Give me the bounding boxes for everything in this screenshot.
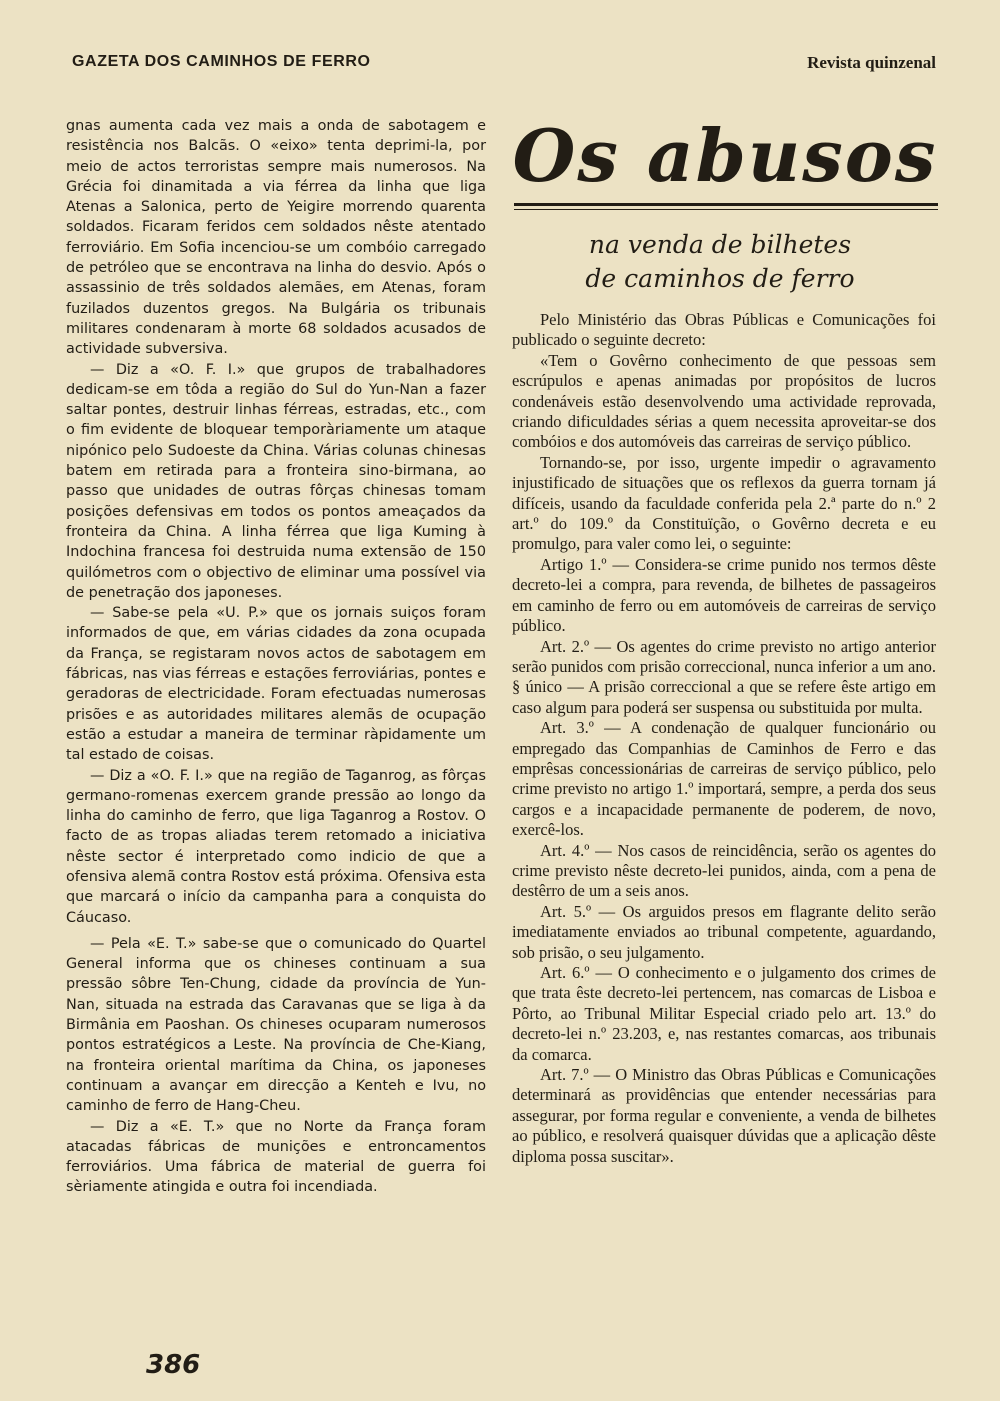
left-paragraph: gnas aumenta cada vez mais a onda de sabotagem e resistência nos Balcãs. O «eixo» tenta deprimi-la, por meio de actos terroristas sempre mais numerosos. Na Grécia foi dinamitada a via férrea da linha que liga Atenas a Salonica, perto de Yeigire morrendo quarenta soldados. Ficaram feridos cem soldados nêste atentado ferroviário. Em Sofia incenciou-se um combóio carregado de petróleo que se encontrava na linha do desvio. Após o assassinio de três soldados alemães, em Atenas, foram fuzilados duzentos gregos. Na Bulgária os tribunais militares condenaram à morte 68 soldados acusados de actividade subversiva. (66, 118, 486, 358)
left-column (66, 116, 486, 1198)
article-paragraph: Pelo Ministério das Obras Públicas e Comunicações foi publicado o seguinte decreto: (512, 310, 936, 350)
article-paragraph: Art. 5.º — Os arguidos presos em flagrante delito serão imediatamente enviados ao tribunal competente, aguardando, sob prisão, o seu julgamento. (512, 901, 936, 962)
left-paragraph: — Diz a «O. F. I.» que grupos de trabalhadores dedicam-se em tôda a região do Sul do Yun-Nan a fazer saltar pontes, destruir linhas férreas, estradas, etc., com o fim evidente de bloquear temporàriamente um ataque nipónico pelo Sudoeste da China. Várias colunas chinesas batem em retirada para a fronteira sino-birmana, ao passo que unidades de outras fôrças chinesas tomam posições defensivas em todos os pontos ameaçados da fronteira da China. A linha férrea que liga Kuming à Indochina francesa foi destruida numa extensão de 150 quilómetros com o objectivo de eliminar uma possível via de penetração dos japoneses. (66, 361, 486, 601)
article-paragraph: «Tem o Govêrno conhecimento de que pessoas sem escrúpulos e apenas animadas por propósitos de lucros condenáveis estão desenvolvendo uma actividade reprovada, criando dificuldades sérias a quem necessita aproveitar-se dos combóios e dos automóveis das carreiras de serviço público. (512, 350, 936, 452)
left-paragraph: — Sabe-se pela «U. P.» que os jornais suiços foram informados de que, em várias cidades da zona ocupada da França, se registaram novos actos de sabotagem em fábricas, nas vias férreas e estações ferroviárias, pontes e geradoras de electricidade. Foram efectuadas numerosas prisões e as autoridades militares alemãs de ocupação estão a estudar a maneira de terminar ràpidamente um tal estado de coisas. (66, 605, 486, 764)
article-paragraph: Art. 2.º — Os agentes do crime previsto no artigo anterior serão punidos com prisão correccional, nunca inferior a um ano. § único — A prisão correccional a que se refere êste artigo em caso algum para poderá ser suspensa ou substituida por multa. (512, 636, 936, 717)
title-rule-thick (514, 203, 938, 206)
subtitle-line: de caminhos de ferro (585, 264, 855, 293)
left-paragraph: — Diz a «O. F. I.» que na região de Taganrog, as fôrças germano-romenas exercem grande pressão ao longo da linha do caminho de ferro, que liga Taganrog a Rostov. O facto de as tropas aliadas terem retomado a iniciativa nêste sector é interpretado como indicio de que a ofensiva alemã contra Rostov está próxima. Ofensiva esta que marcará o início da campanha para a conquista do Cáucaso. (66, 767, 486, 926)
left-paragraph: — Diz a «E. T.» que no Norte da França foram atacadas fábricas de munições e entroncamentos ferroviários. Uma fábrica de material de guerra foi sèriamente atingida e outra foi incendiada. (66, 1118, 486, 1196)
subtitle-line: na venda de bilhetes (588, 230, 852, 259)
article-paragraph: Art. 3.º — A condenação de qualquer funcionário ou empregado das Companhias de Caminhos de Ferro e das emprêsas concessionárias de carreiras de serviço público, pelo crime previsto no artigo 1.º importará, sempre, a perda dos seus cargos e a incapacidade permanente de poderem, de novo, exercê-los. (512, 718, 936, 840)
page-number: 386 (146, 1350, 201, 1380)
article-paragraph: Tornando-se, por isso, urgente impedir o agravamento injustificado de situações que os reflexos da guerra tornam já difíceis, usando da faculdade conferida pela 2.ª parte do n.º 2 art.º do 109.º da Constituïção, o Govêrno decreta e eu promulgo, para valer como lei, o seguinte: (512, 452, 936, 554)
publication-frequency: Revista quinzenal (807, 53, 936, 72)
article-paragraph: Art. 7.º — O Ministro das Obras Públicas e Comunicações determinará as providências que entender necessárias para assegurar, por forma regular e conveniente, a venda de bilhetes ao público, e resolverá quaisquer dúvidas que a aplicação dêste diploma possa suscitar». (512, 1065, 936, 1166)
article-title-block (512, 110, 938, 210)
title-rule-thin (514, 209, 938, 210)
article-paragraph: Art. 6.º — O conhecimento e o julgamento dos crimes de que trata êste decreto-lei pertencem, nas comarcas de Lisboa e Pôrto, ao Tribunal Militar Especial criado pelo art. 13.º do decreto-lei n.º 23.203, e, nas restantes comarcas, aos tribunais da comarca. (512, 963, 936, 1064)
publication-title: GAZETA DOS CAMINHOS DE FERRO (72, 53, 371, 70)
left-paragraph: — Pela «E. T.» sabe-se que o comunicado do Quartel General informa que os chineses continuam a sua pressão sôbre Ten-Chung, cidade da província de Yun-Nan, situada na estrada das Caravanas que se liga à da Birmânia em Paoshan. Os chineses ocuparam numerosos pontos estratégicos a Leste. Na província de Che-Kiang, na fronteira oriental marítima da China, os japoneses continuam a avançar em direcção a Kenteh e Ivu, no caminho de ferro de Hang-Cheu. (66, 935, 486, 1115)
article-paragraph: Art. 4.º — Nos casos de reincidência, serão os agentes do crime previsto nêste decreto-lei punidos, ainda, com a pena de destêrro de um a seis anos. (512, 840, 936, 901)
article-title: Os abusos (512, 113, 938, 198)
article-paragraph: Artigo 1.º — Considera-se crime punido nos termos dêste decreto-lei a compra, para revenda, de bilhetes de passageiros em caminho de ferro ou em automóveis de carreiras de serviço público. (512, 554, 936, 636)
article-subtitle (530, 228, 910, 296)
article-body (512, 310, 936, 1167)
